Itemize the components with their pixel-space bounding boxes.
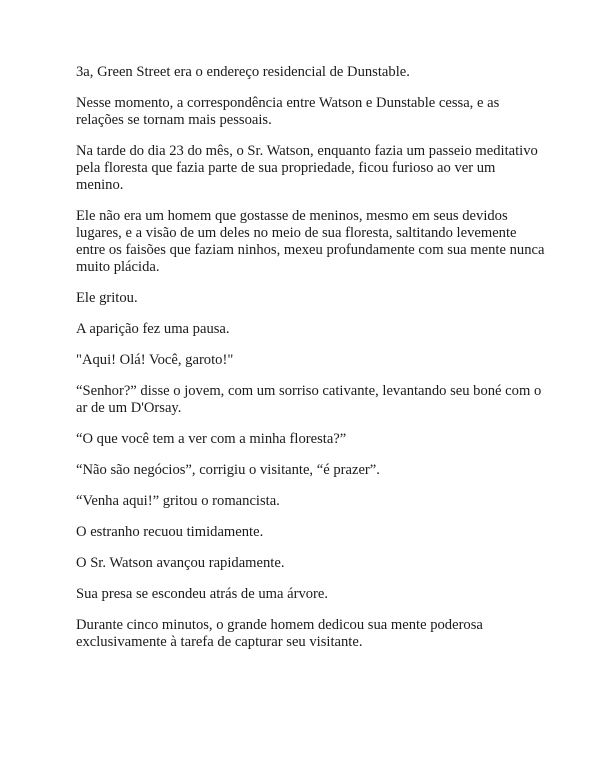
paragraph-6: A aparição fez uma pausa. — [76, 321, 230, 337]
paragraph-2: Nesse momento, a correspondência entre Watson e Dunstable cessa, e as relações se tornam mais pessoais. — [76, 95, 500, 128]
paragraph-4: Ele não era um homem que gostasse de meninos, mesmo em seus devidos lugares, e a visão de um deles no meio de sua floresta, saltitando levemente entre os faisões que faziam ninhos, mexeu profundamente com sua mente nunca muito plácida. — [76, 208, 545, 275]
paragraph-1: 3a, Green Street era o endereço residencial de Dunstable. — [76, 64, 410, 80]
paragraph-3: Na tarde do dia 23 do mês, o Sr. Watson, enquanto fazia um passeio meditativo pela floresta que fazia parte de sua propriedade, ficou furioso ao ver um menino. — [76, 143, 538, 193]
paragraph-8: “Senhor?” disse o jovem, com um sorriso cativante, levantando seu boné com o ar de um D'Orsay. — [76, 383, 542, 416]
paragraph-12: O estranho recuou timidamente. — [76, 524, 264, 540]
document-page — [76, 64, 546, 665]
paragraph-15: Durante cinco minutos, o grande homem dedicou sua mente poderosa exclusivamente à tarefa de capturar seu visitante. — [76, 617, 483, 650]
paragraph-5: Ele gritou. — [76, 290, 138, 306]
paragraph-11: “Venha aqui!” gritou o romancista. — [76, 493, 280, 509]
paragraph-10: “Não são negócios”, corrigiu o visitante, “é prazer”. — [76, 462, 380, 478]
paragraph-13: O Sr. Watson avançou rapidamente. — [76, 555, 285, 571]
paragraph-7: "Aqui! Olá! Você, garoto!" — [76, 352, 234, 368]
paragraph-14: Sua presa se escondeu atrás de uma árvore. — [76, 586, 329, 602]
paragraph-9: “O que você tem a ver com a minha floresta?” — [76, 431, 347, 447]
